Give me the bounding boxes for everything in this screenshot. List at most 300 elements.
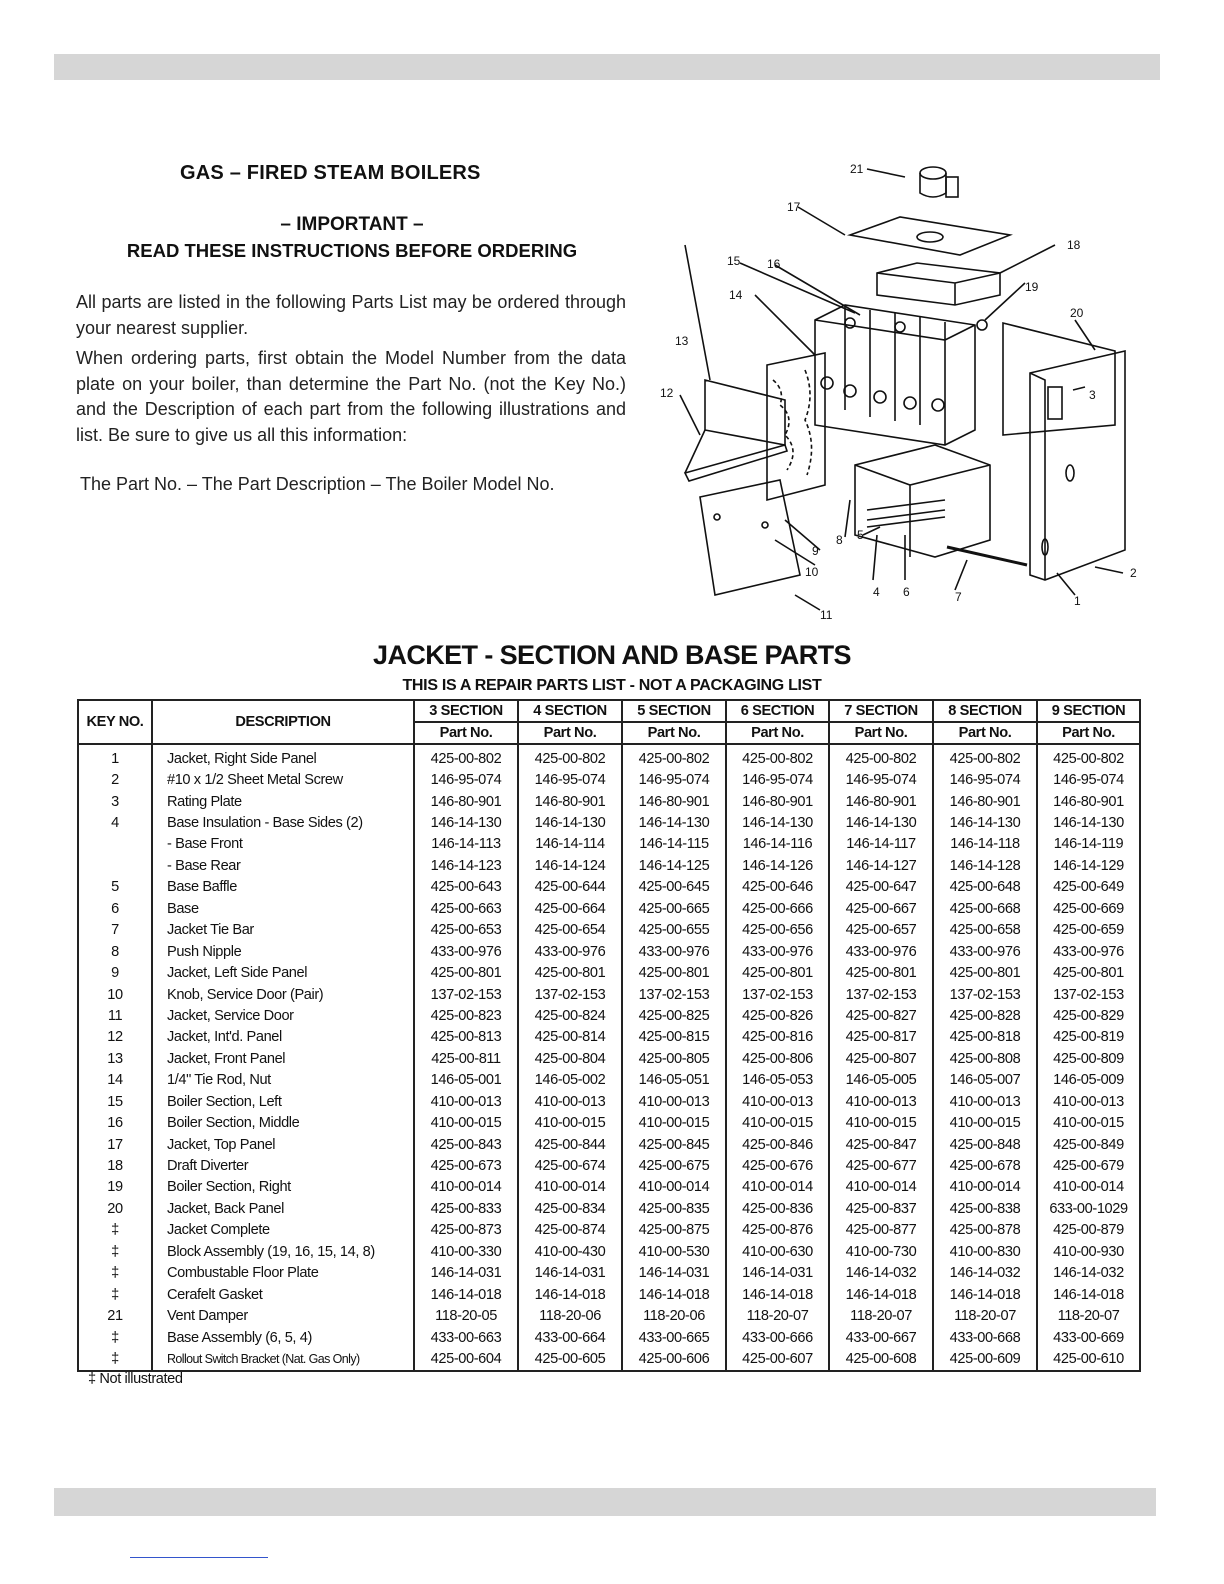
- part-number-cell: 425-00-608: [829, 1348, 933, 1370]
- part-number-cell: 425-00-802: [1037, 744, 1140, 769]
- part-number-cell: 137-02-153: [414, 984, 518, 1005]
- description-cell: Base Insulation - Base Sides (2): [152, 812, 414, 833]
- part-number-cell: 425-00-656: [726, 920, 829, 941]
- key-cell: 3: [78, 791, 152, 812]
- key-cell: ‡: [78, 1241, 152, 1262]
- callout-13: 13: [675, 334, 689, 348]
- part-number-cell: 425-00-847: [829, 1134, 933, 1155]
- part-number-cell: 146-14-031: [518, 1263, 622, 1284]
- part-number-cell: 146-14-032: [933, 1263, 1037, 1284]
- part-number-cell: 425-00-875: [622, 1220, 726, 1241]
- part-number-cell: 410-00-014: [518, 1177, 622, 1198]
- part-number-cell: 146-95-074: [518, 769, 622, 790]
- part-number-cell: 146-95-074: [1037, 769, 1140, 790]
- part-number-cell: 146-05-053: [726, 1070, 829, 1091]
- part-number-cell: 146-14-130: [518, 812, 622, 833]
- table-row: [78, 1284, 1140, 1305]
- part-number-cell: 118-20-05: [414, 1305, 518, 1326]
- header-bar: [54, 54, 1160, 80]
- part-number-cell: 433-00-976: [829, 941, 933, 962]
- description-cell: Boiler Section, Right: [152, 1177, 414, 1198]
- part-number-cell: 410-00-015: [726, 1112, 829, 1133]
- part-number-cell: 146-80-901: [726, 791, 829, 812]
- part-number-cell: 146-80-901: [414, 791, 518, 812]
- part-number-cell: 425-00-818: [933, 1027, 1037, 1048]
- callout-5: 5: [857, 528, 864, 542]
- service-door-shape: [700, 480, 800, 595]
- part-number-cell: 433-00-667: [829, 1327, 933, 1348]
- part-number-cell: 425-00-838: [933, 1198, 1037, 1219]
- table-row: [78, 1134, 1140, 1155]
- section-header: 9 SECTION: [1037, 700, 1140, 722]
- callout-10: 10: [805, 565, 819, 579]
- part-number-cell: 425-00-657: [829, 920, 933, 941]
- key-cell: 12: [78, 1027, 152, 1048]
- table-row: [78, 1241, 1140, 1262]
- part-number-cell: 146-14-130: [829, 812, 933, 833]
- key-cell: 9: [78, 962, 152, 983]
- part-number-cell: 146-14-031: [414, 1263, 518, 1284]
- part-number-cell: 410-00-013: [726, 1091, 829, 1112]
- part-no-header: Part No.: [1037, 722, 1140, 744]
- part-number-cell: 425-00-669: [1037, 898, 1140, 919]
- part-number-cell: 425-00-604: [414, 1348, 518, 1370]
- part-number-cell: 146-14-031: [622, 1263, 726, 1284]
- part-number-cell: 410-00-015: [518, 1112, 622, 1133]
- part-number-cell: 146-05-009: [1037, 1070, 1140, 1091]
- part-number-cell: 425-00-607: [726, 1348, 829, 1370]
- table-row: [78, 791, 1140, 812]
- description-cell: Boiler Section, Left: [152, 1091, 414, 1112]
- section-header: 6 SECTION: [726, 700, 829, 722]
- vent-damper-shape: [920, 167, 946, 179]
- part-number-cell: 146-14-124: [518, 855, 622, 876]
- part-number-cell: 146-14-018: [726, 1284, 829, 1305]
- part-number-cell: 425-00-666: [726, 898, 829, 919]
- table-row: [78, 1048, 1140, 1069]
- callout-21: 21: [850, 162, 864, 176]
- section-header: 5 SECTION: [622, 700, 726, 722]
- part-number-cell: 433-00-976: [1037, 941, 1140, 962]
- part-number-cell: 146-05-051: [622, 1070, 726, 1091]
- part-number-cell: 433-00-976: [726, 941, 829, 962]
- part-number-cell: 146-14-032: [1037, 1263, 1140, 1284]
- part-number-cell: 425-00-664: [518, 898, 622, 919]
- part-number-cell: 425-00-647: [829, 877, 933, 898]
- table-row: [78, 962, 1140, 983]
- part-number-cell: 425-00-646: [726, 877, 829, 898]
- part-number-cell: 410-00-730: [829, 1241, 933, 1262]
- part-number-cell: 433-00-668: [933, 1327, 1037, 1348]
- part-number-cell: 118-20-07: [829, 1305, 933, 1326]
- table-row: [78, 1220, 1140, 1241]
- part-number-cell: 433-00-976: [933, 941, 1037, 962]
- part-number-cell: 410-00-013: [933, 1091, 1037, 1112]
- key-cell: 14: [78, 1070, 152, 1091]
- part-number-cell: 410-00-014: [622, 1177, 726, 1198]
- part-number-cell: 425-00-835: [622, 1198, 726, 1219]
- part-number-cell: 425-00-845: [622, 1134, 726, 1155]
- key-cell: 13: [78, 1048, 152, 1069]
- part-number-cell: 425-00-801: [829, 962, 933, 983]
- part-number-cell: 425-00-606: [622, 1348, 726, 1370]
- part-number-cell: 425-00-877: [829, 1220, 933, 1241]
- part-number-cell: 425-00-806: [726, 1048, 829, 1069]
- table-row: [78, 1070, 1140, 1091]
- part-no-header: Part No.: [518, 722, 622, 744]
- part-number-cell: 425-00-804: [518, 1048, 622, 1069]
- part-number-cell: 425-00-876: [726, 1220, 829, 1241]
- part-number-cell: 425-00-668: [933, 898, 1037, 919]
- callout-14: 14: [729, 288, 743, 302]
- draft-diverter-shape: [877, 263, 1000, 305]
- part-number-cell: 425-00-844: [518, 1134, 622, 1155]
- part-number-cell: 425-00-802: [414, 744, 518, 769]
- part-number-cell: 425-00-801: [414, 962, 518, 983]
- description-cell: Draft Diverter: [152, 1155, 414, 1176]
- part-no-header: Part No.: [933, 722, 1037, 744]
- description-cell: Combustable Floor Plate: [152, 1263, 414, 1284]
- part-number-cell: 425-00-823: [414, 1005, 518, 1026]
- part-number-cell: 410-00-015: [1037, 1112, 1140, 1133]
- part-number-cell: 146-80-901: [622, 791, 726, 812]
- part-number-cell: 410-00-014: [414, 1177, 518, 1198]
- part-number-cell: 146-14-018: [1037, 1284, 1140, 1305]
- callout-17: 17: [787, 200, 801, 214]
- part-number-cell: 146-14-130: [622, 812, 726, 833]
- part-number-cell: 146-14-130: [1037, 812, 1140, 833]
- callout-12: 12: [660, 386, 674, 400]
- not-illustrated-footnote: ‡ Not illustrated: [88, 1371, 183, 1387]
- description-cell: Jacket Complete: [152, 1220, 414, 1241]
- callout-1: 1: [1074, 594, 1081, 608]
- part-number-cell: 425-00-815: [622, 1027, 726, 1048]
- key-cell: 16: [78, 1112, 152, 1133]
- top-panel-shape: [850, 217, 1010, 255]
- part-number-cell: 410-00-530: [622, 1241, 726, 1262]
- part-number-cell: 425-00-809: [1037, 1048, 1140, 1069]
- table-row: [78, 984, 1140, 1005]
- part-number-cell: 137-02-153: [933, 984, 1037, 1005]
- table-row: [78, 769, 1140, 790]
- part-number-cell: 425-00-653: [414, 920, 518, 941]
- part-number-cell: 137-02-153: [1037, 984, 1140, 1005]
- description-cell: Boiler Section, Middle: [152, 1112, 414, 1133]
- description-cell: Base Assembly (6, 5, 4): [152, 1327, 414, 1348]
- part-number-cell: 410-00-015: [829, 1112, 933, 1133]
- read-instructions-heading: READ THESE INSTRUCTIONS BEFORE ORDERING: [126, 240, 578, 261]
- description-cell: - Base Rear: [152, 855, 414, 876]
- table-row: [78, 1091, 1140, 1112]
- part-number-cell: 425-00-801: [726, 962, 829, 983]
- part-number-cell: 425-00-833: [414, 1198, 518, 1219]
- description-cell: Rollout Switch Bracket (Nat. Gas Only): [152, 1348, 414, 1370]
- part-number-cell: 425-00-610: [1037, 1348, 1140, 1370]
- part-number-cell: 433-00-664: [518, 1327, 622, 1348]
- part-no-header: Part No.: [829, 722, 933, 744]
- part-number-cell: 146-14-018: [829, 1284, 933, 1305]
- part-number-cell: 433-00-666: [726, 1327, 829, 1348]
- callout-4: 4: [873, 585, 880, 599]
- part-number-cell: 425-00-843: [414, 1134, 518, 1155]
- part-number-cell: 425-00-825: [622, 1005, 726, 1026]
- key-cell: ‡: [78, 1327, 152, 1348]
- part-number-cell: 146-95-074: [726, 769, 829, 790]
- footer-bar: [54, 1488, 1156, 1516]
- table-row: [78, 834, 1140, 855]
- key-cell: ‡: [78, 1220, 152, 1241]
- part-number-cell: 425-00-819: [1037, 1027, 1140, 1048]
- part-number-cell: 137-02-153: [518, 984, 622, 1005]
- table-row: [78, 1027, 1140, 1048]
- part-number-cell: 433-00-663: [414, 1327, 518, 1348]
- part-number-cell: 118-20-07: [933, 1305, 1037, 1326]
- key-cell: 10: [78, 984, 152, 1005]
- table-row: [78, 1348, 1140, 1370]
- part-number-cell: 425-00-674: [518, 1155, 622, 1176]
- part-number-cell: 425-00-801: [518, 962, 622, 983]
- part-number-cell: 137-02-153: [622, 984, 726, 1005]
- part-number-cell: 146-05-002: [518, 1070, 622, 1091]
- part-number-cell: 146-14-115: [622, 834, 726, 855]
- callout-6: 6: [903, 585, 910, 599]
- part-number-cell: 146-14-018: [414, 1284, 518, 1305]
- page-title: GAS – FIRED STEAM BOILERS: [180, 162, 481, 184]
- section-header-row: [78, 700, 1140, 722]
- part-number-cell: 425-00-667: [829, 898, 933, 919]
- part-number-cell: 425-00-801: [622, 962, 726, 983]
- part-number-cell: 146-14-125: [622, 855, 726, 876]
- part-number-cell: 425-00-802: [726, 744, 829, 769]
- part-number-cell: 146-14-130: [726, 812, 829, 833]
- part-number-cell: 425-00-811: [414, 1048, 518, 1069]
- callout-11: 11: [820, 608, 833, 622]
- description-cell: Jacket, Int'd. Panel: [152, 1027, 414, 1048]
- part-number-cell: 146-14-113: [414, 834, 518, 855]
- part-number-cell: 425-00-678: [933, 1155, 1037, 1176]
- description-cell: Rating Plate: [152, 791, 414, 812]
- part-number-cell: 146-95-074: [933, 769, 1037, 790]
- part-number-cell: 425-00-824: [518, 1005, 622, 1026]
- part-number-cell: 425-00-807: [829, 1048, 933, 1069]
- table-row: [78, 855, 1140, 876]
- footer-link-line: [130, 1557, 268, 1558]
- part-number-cell: 425-00-801: [1037, 962, 1140, 983]
- part-number-cell: 425-00-878: [933, 1220, 1037, 1241]
- section-header: 7 SECTION: [829, 700, 933, 722]
- part-number-cell: 425-00-802: [622, 744, 726, 769]
- part-number-cell: 425-00-814: [518, 1027, 622, 1048]
- description-cell: Jacket Tie Bar: [152, 920, 414, 941]
- callout-8: 8: [836, 533, 843, 547]
- key-cell: 11: [78, 1005, 152, 1026]
- part-number-cell: 425-00-802: [933, 744, 1037, 769]
- part-number-cell: 146-80-901: [933, 791, 1037, 812]
- description-cell: Knob, Service Door (Pair): [152, 984, 414, 1005]
- part-number-cell: 425-00-609: [933, 1348, 1037, 1370]
- part-number-cell: 137-02-153: [829, 984, 933, 1005]
- part-number-cell: 425-00-829: [1037, 1005, 1140, 1026]
- description-cell: Jacket, Service Door: [152, 1005, 414, 1026]
- table-row: [78, 1263, 1140, 1284]
- table-row: [78, 1155, 1140, 1176]
- part-number-cell: 633-00-1029: [1037, 1198, 1140, 1219]
- table-row: [78, 898, 1140, 919]
- front-panel-shape: [705, 380, 785, 445]
- section-header: 8 SECTION: [933, 700, 1037, 722]
- part-number-cell: 410-00-430: [518, 1241, 622, 1262]
- part-number-cell: 425-00-643: [414, 877, 518, 898]
- base-shape: [855, 445, 990, 557]
- callout-3: 3: [1089, 388, 1096, 402]
- section-header: 4 SECTION: [518, 700, 622, 722]
- part-number-cell: 137-02-153: [726, 984, 829, 1005]
- part-number-cell: 146-14-032: [829, 1263, 933, 1284]
- part-number-cell: 425-00-834: [518, 1198, 622, 1219]
- table-row: [78, 877, 1140, 898]
- part-number-cell: 425-00-654: [518, 920, 622, 941]
- callout-7: 7: [955, 590, 962, 604]
- parts-table-title: JACKET - SECTION AND BASE PARTS: [373, 640, 851, 670]
- part-number-cell: 425-00-848: [933, 1134, 1037, 1155]
- part-number-cell: 425-00-849: [1037, 1134, 1140, 1155]
- part-number-cell: 410-00-014: [933, 1177, 1037, 1198]
- intro-paragraph-2: When ordering parts, first obtain the Model Number from the data plate on your boiler, than determine the Part No. (not the Key No.) and the Description of each part from the following illustrations and list. Be sure to give us all this information:: [76, 348, 626, 445]
- table-row: [78, 1305, 1140, 1326]
- part-number-cell: 146-80-901: [518, 791, 622, 812]
- description-cell: Jacket, Front Panel: [152, 1048, 414, 1069]
- description-cell: Push Nipple: [152, 941, 414, 962]
- part-number-cell: 146-05-001: [414, 1070, 518, 1091]
- part-no-header: Part No.: [414, 722, 518, 744]
- part-number-cell: 425-00-805: [622, 1048, 726, 1069]
- part-number-cell: 425-00-663: [414, 898, 518, 919]
- part-number-cell: 425-00-676: [726, 1155, 829, 1176]
- key-header: KEY NO.: [78, 700, 152, 744]
- part-number-cell: 425-00-675: [622, 1155, 726, 1176]
- part-number-cell: 410-00-330: [414, 1241, 518, 1262]
- part-number-cell: 425-00-836: [726, 1198, 829, 1219]
- part-number-cell: 425-00-879: [1037, 1220, 1140, 1241]
- part-number-cell: 425-00-645: [622, 877, 726, 898]
- key-cell: [78, 834, 152, 855]
- callout-19: 19: [1025, 280, 1039, 294]
- part-number-cell: 425-00-837: [829, 1198, 933, 1219]
- part-number-cell: 410-00-013: [1037, 1091, 1140, 1112]
- part-number-cell: 410-00-014: [829, 1177, 933, 1198]
- description-header: DESCRIPTION: [152, 700, 414, 744]
- part-number-cell: 425-00-827: [829, 1005, 933, 1026]
- part-number-cell: 146-14-114: [518, 834, 622, 855]
- part-number-cell: 425-00-846: [726, 1134, 829, 1155]
- part-number-cell: 146-14-118: [933, 834, 1037, 855]
- key-cell: 7: [78, 920, 152, 941]
- table-row: [78, 1112, 1140, 1133]
- part-number-cell: 118-20-07: [726, 1305, 829, 1326]
- description-cell: - Base Front: [152, 834, 414, 855]
- parts-table: [77, 699, 1141, 1372]
- part-number-cell: 433-00-665: [622, 1327, 726, 1348]
- key-cell: 19: [78, 1177, 152, 1198]
- part-number-cell: 146-14-128: [933, 855, 1037, 876]
- part-number-cell: 433-00-976: [414, 941, 518, 962]
- key-cell: [78, 855, 152, 876]
- part-number-cell: 146-80-901: [829, 791, 933, 812]
- part-number-cell: 146-14-123: [414, 855, 518, 876]
- part-number-cell: 146-14-127: [829, 855, 933, 876]
- part-number-cell: 410-00-015: [933, 1112, 1037, 1133]
- callout-18: 18: [1067, 238, 1081, 252]
- part-number-cell: 433-00-669: [1037, 1327, 1140, 1348]
- part-number-cell: 425-00-816: [726, 1027, 829, 1048]
- section-header: 3 SECTION: [414, 700, 518, 722]
- key-cell: 21: [78, 1305, 152, 1326]
- part-number-cell: 146-14-116: [726, 834, 829, 855]
- part-number-cell: 425-00-677: [829, 1155, 933, 1176]
- part-number-cell: 410-00-014: [726, 1177, 829, 1198]
- part-number-cell: 425-00-828: [933, 1005, 1037, 1026]
- part-number-cell: 146-14-130: [414, 812, 518, 833]
- description-cell: Jacket, Right Side Panel: [152, 744, 414, 769]
- part-number-cell: 146-14-117: [829, 834, 933, 855]
- callout-16: 16: [767, 257, 781, 271]
- part-number-cell: 425-00-659: [1037, 920, 1140, 941]
- description-cell: Cerafelt Gasket: [152, 1284, 414, 1305]
- key-cell: 4: [78, 812, 152, 833]
- description-cell: Base Baffle: [152, 877, 414, 898]
- key-cell: ‡: [78, 1263, 152, 1284]
- part-number-cell: 425-00-655: [622, 920, 726, 941]
- required-info-line: The Part No. – The Part Description – The Boiler Model No.: [80, 474, 555, 494]
- key-cell: 18: [78, 1155, 152, 1176]
- table-row: [78, 941, 1140, 962]
- callout-20: 20: [1070, 306, 1084, 320]
- important-heading: – IMPORTANT –: [280, 214, 424, 235]
- part-number-cell: 425-00-658: [933, 920, 1037, 941]
- part-number-cell: 118-20-06: [518, 1305, 622, 1326]
- callout-2: 2: [1130, 566, 1137, 580]
- part-number-cell: 146-14-130: [933, 812, 1037, 833]
- part-number-cell: 410-00-015: [622, 1112, 726, 1133]
- part-number-cell: 425-00-801: [933, 962, 1037, 983]
- part-number-cell: 410-00-014: [1037, 1177, 1140, 1198]
- part-number-cell: 410-00-930: [1037, 1241, 1140, 1262]
- part-number-cell: 118-20-06: [622, 1305, 726, 1326]
- part-number-cell: 425-00-802: [518, 744, 622, 769]
- description-cell: 1/4" Tie Rod, Nut: [152, 1070, 414, 1091]
- part-number-cell: 425-00-648: [933, 877, 1037, 898]
- part-number-cell: 146-14-031: [726, 1263, 829, 1284]
- key-cell: 5: [78, 877, 152, 898]
- part-number-cell: 433-00-976: [622, 941, 726, 962]
- key-cell: ‡: [78, 1284, 152, 1305]
- part-number-cell: 146-95-074: [622, 769, 726, 790]
- part-number-cell: 146-14-126: [726, 855, 829, 876]
- part-number-cell: 425-00-808: [933, 1048, 1037, 1069]
- part-number-cell: 425-00-826: [726, 1005, 829, 1026]
- table-row: [78, 744, 1140, 769]
- key-cell: 17: [78, 1134, 152, 1155]
- part-number-cell: 410-00-015: [414, 1112, 518, 1133]
- part-number-cell: 118-20-07: [1037, 1305, 1140, 1326]
- part-number-cell: 410-00-630: [726, 1241, 829, 1262]
- part-number-cell: 433-00-976: [518, 941, 622, 962]
- part-number-cell: 410-00-830: [933, 1241, 1037, 1262]
- part-number-cell: 410-00-013: [622, 1091, 726, 1112]
- callout-9: 9: [812, 544, 819, 558]
- part-number-cell: 146-14-018: [933, 1284, 1037, 1305]
- part-number-cell: 146-14-119: [1037, 834, 1140, 855]
